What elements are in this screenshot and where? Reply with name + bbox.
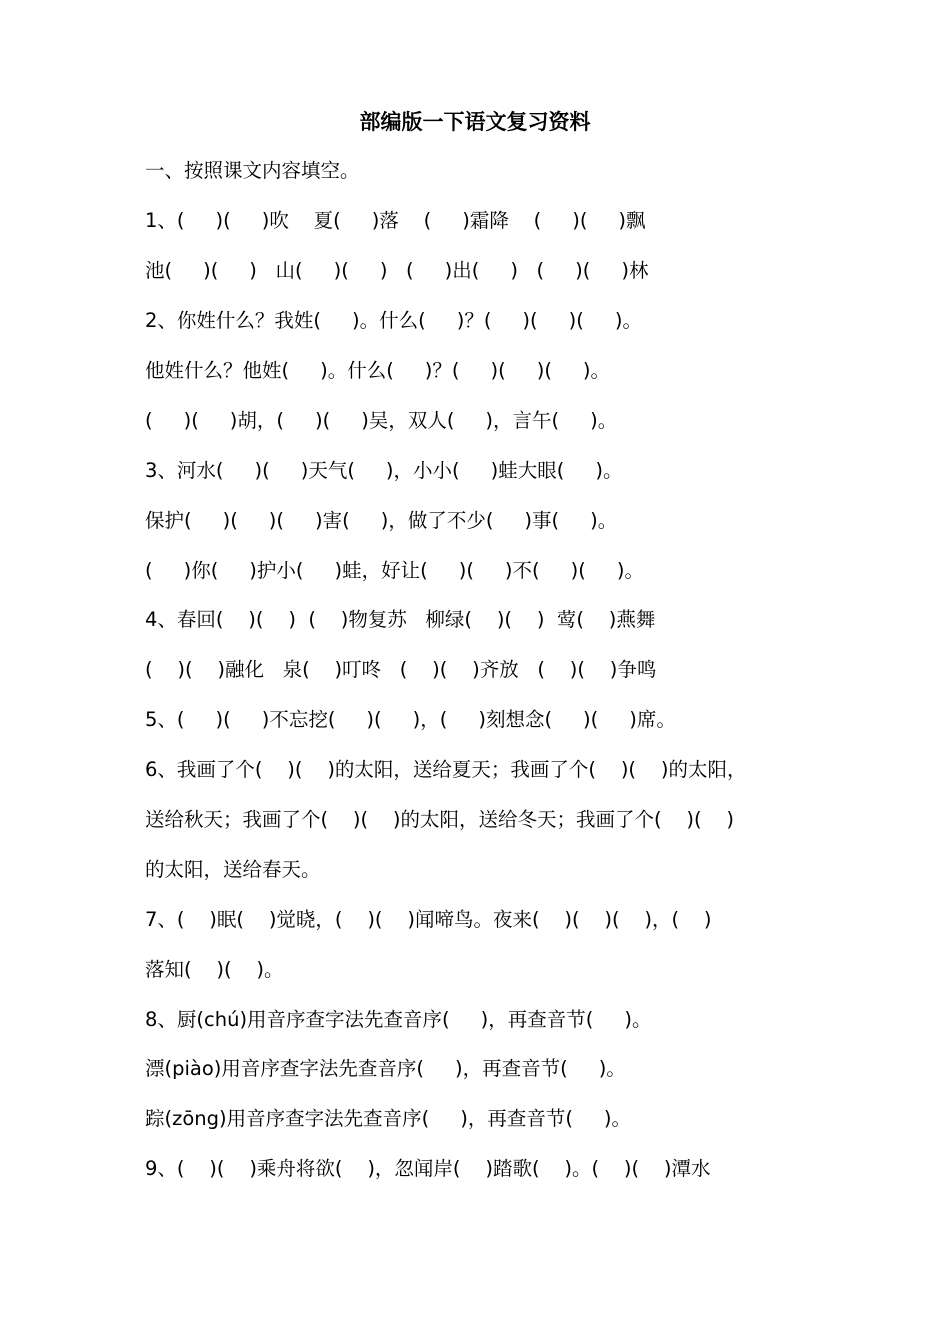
exercise-line-8: ( )你( )护小( )蛙，好让( )( )不( )( )。 <box>145 559 644 582</box>
exercise-line-4: 他姓什么？他姓( )。什么( )？( )( )( )。 <box>145 359 611 382</box>
exercise-line-19: 踪(zōng)用音序查字法先查音序( )，再查音节( )。 <box>145 1107 632 1130</box>
exercise-line-5: ( )( )胡，( )( )吴，双人( )，言午( )。 <box>145 409 618 432</box>
exercise-line-3: 2、你姓什么？我姓( )。什么( )？( )( )( )。 <box>145 309 642 332</box>
exercise-line-17: 8、厨(chú)用音序查字法先查音序( )，再查音节( )。 <box>145 1008 652 1031</box>
exercise-line-1: 1、( )( )吹 夏( )落 ( )霜降 ( )( )飘 <box>145 209 646 232</box>
exercise-line-12: 6、我画了个( )( )的太阳，送给夏天；我画了个( )( )的太阳， <box>145 758 747 781</box>
exercise-line-20: 9、( )( )乘舟将欲( )，忽闻岸( )踏歌( )。( )( )潭水 <box>145 1157 711 1180</box>
exercise-line-14: 的太阳，送给春天。 <box>145 858 321 881</box>
exercise-line-2: 池( )( ) 山( )( ) ( )出( ) ( )( )林 <box>145 259 649 282</box>
exercise-line-11: 5、( )( )不忘挖( )( )，( )刻想念( )( )席。 <box>145 708 676 731</box>
exercise-line-18: 漂(piào)用音序查字法先查音序( )，再查音节( )。 <box>145 1057 626 1080</box>
exercise-line-16: 落知( )( )。 <box>145 958 284 981</box>
exercise-line-15: 7、( )眠( )觉晓，( )( )闻啼鸟。夜来( )( )( )，( ) <box>145 908 712 931</box>
exercise-line-13: 送给秋天；我画了个( )( )的太阳，送给冬天；我画了个( )( ) <box>145 808 735 831</box>
exercise-line-6: 3、河水( )( )天气( )，小小( )蛙大眼( )。 <box>145 459 623 482</box>
section-heading: 一、按照课文内容填空。 <box>145 159 360 182</box>
exercise-line-9: 4、春回( )( ) ( )物复苏 柳绿( )( ) 莺( )燕舞 <box>145 608 656 631</box>
document-title: 部编版一下语文复习资料 <box>359 110 591 134</box>
exercise-line-10: ( )( )融化 泉( )叮咚 ( )( )齐放 ( )( )争鸣 <box>145 658 657 681</box>
exercise-line-7: 保护( )( )( )害( )，做了不少( )事( )。 <box>145 509 618 532</box>
